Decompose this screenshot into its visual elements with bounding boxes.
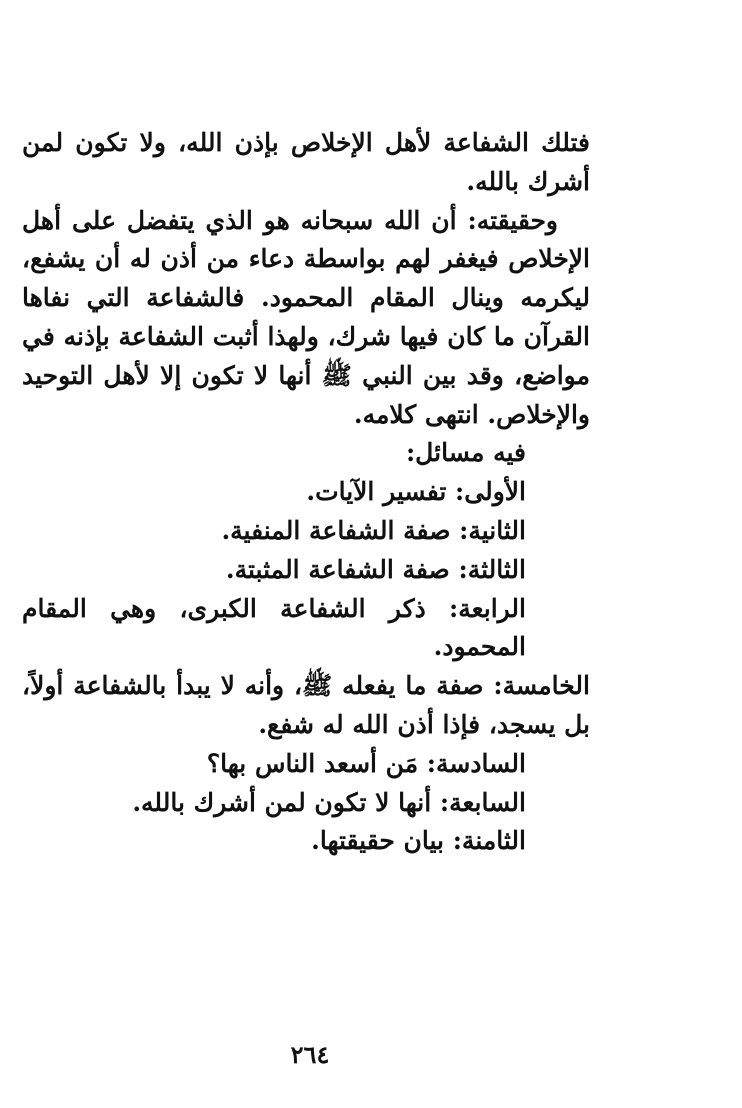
masail-item-4: الرابعة: ذكر الشفاعة الكبرى، وهي المقام المحمود. (22, 593, 526, 662)
masail-item-6: السادسة: مَن أسعد الناس بها؟ (206, 748, 526, 778)
paragraph-conclusion: فتلك الشفاعة لأهل الإخلاص بإذن الله، ولا تكون لمن أشرك بالله. (22, 128, 590, 196)
masail-item-7: السابعة: أنها لا تكون لمن أشرك بالله. (132, 787, 526, 817)
masail-list (22, 434, 590, 861)
paragraph-definition: وحقيقته: أن الله سبحانه هو الذي يتفضل على أهل الإخلاص فيغفر لهم بواسطة دعاء من أذن له أن يشفع، ليكرمه وينال المقام المحمود. فالشفاعة التي نفاها القرآن ما كان فيها شرك، ولهذا أثبت الشفاعة بإذنه في مواضع، وقد بين النبي ﷺ أنها لا تكون إلا لأهل التوحيد والإخلاص. انتهى كلامه. (22, 205, 590, 429)
masail-heading: فيه مسائل: (405, 438, 526, 468)
masail-item-3: الثالثة: صفة الشفاعة المثبتة. (225, 554, 526, 584)
masail-item-1: الأولى: تفسير الآيات. (306, 477, 526, 507)
masail-item-8: الثامنة: بيان حقيقتها. (311, 826, 526, 856)
page-text (22, 124, 590, 861)
page-number: ٢٦٤ (290, 1040, 330, 1069)
masail-item-2: الثانية: صفة الشفاعة المنفية. (221, 515, 526, 545)
masail-item-5: الخامسة: صفة ما يفعله ﷺ، وأنه لا يبدأ بالشفاعة أولاً، بل يسجد، فإذا أذن الله له شفع. (22, 671, 590, 739)
